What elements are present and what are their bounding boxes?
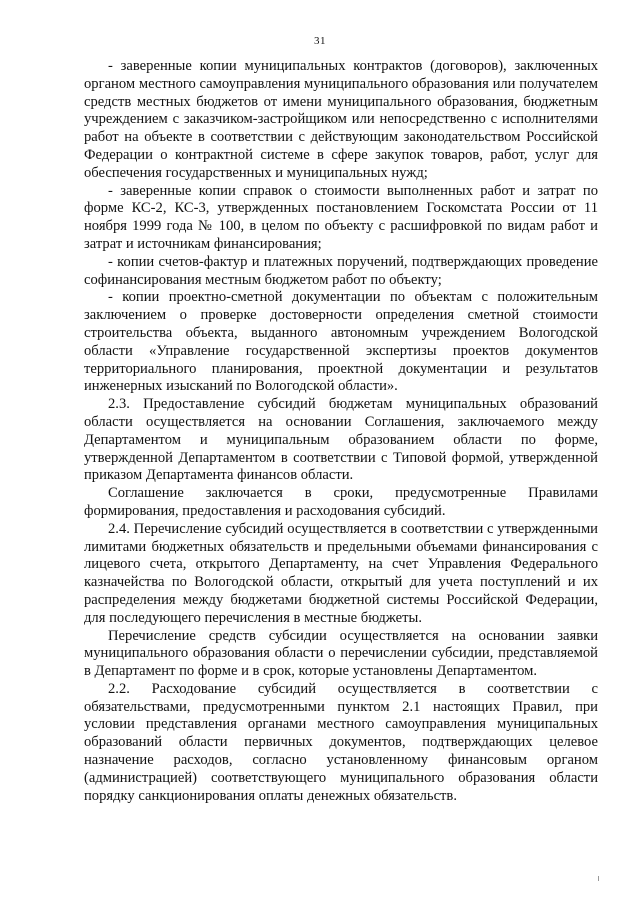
- page-number: 31: [314, 35, 326, 47]
- paragraph-agreement-terms: Соглашение заключается в сроки, предусмотренные Правилами формирования, предоставления и расходования субсидий.: [84, 485, 598, 519]
- paragraph-section-2-2: 2.2. Расходование субсидий осуществляется в соответствии с обязательствами, предусмотренными пунктом 2.1 настоящих Правил, при условии представления органами местного самоуправления муниципальных образований области первичных документов, подтверждающих целевое назначение расходов, согласно установленному финансовым органом (администрацией) соответствующего муниципального образования области порядку санкционирования оплаты денежных обязательств.: [84, 680, 598, 804]
- paragraph-section-2-3: 2.3. Предоставление субсидий бюджетам муниципальных образований области осуществляется на основании Соглашения, заключаемого между Департаментом и муниципальным образованием области по форме, утвержденной Департаментом в соответствии с Типовой формой, утвержденной приказом Департамента финансов области.: [84, 396, 598, 484]
- paragraph-contract-copies: - заверенные копии муниципальных контрактов (договоров), заключенных органом местного самоуправления муниципального образования или получателем средств местных бюджетов от имени муниципального образования, бюджетным учреждением с заказчиком-застройщиком или непосредственно с исполнителями работ на объекте в соответствии с действующим законодательством Российской Федерации о контрактной системе в сфере закупок товаров, работ, услуг для обеспечения государственных и муниципальных нужд;: [84, 58, 598, 181]
- paragraph-section-2-4: 2.4. Перечисление субсидий осуществляется в соответствии с утвержденными лимитами бюджетных обязательств и предельными объемами финансирования с лицевого счета, открытого Департаменту, на счет Управления Федерального казначейства по Вологодской области, открытый для учета поступлений и их распределения между бюджетами бюджетной системы Российской Федерации, для последующего перечисления в местные бюджеты.: [84, 520, 598, 626]
- paragraph-invoices: - копии счетов-фактур и платежных поручений, подтверждающих проведение софинансирования местным бюджетом работ по объекту;: [84, 253, 598, 288]
- paragraph-design-documentation: - копии проектно-сметной документации по объектам с положительным заключением о проверке достоверности определения сметной стоимости строительства объекта, выданного автономным учреждением Вологодской области «Управление государственной экспертизы проектов документов территориального планирования, проектной документации и результатов инженерных изысканий по Вологодской области».: [84, 289, 598, 395]
- paragraph-transfer-request: Перечисление средств субсидии осуществляется на основании заявки муниципального образования области о перечислении субсидии, представляемой в Департамент по форме и в срок, которые установлены Департаментом.: [84, 627, 598, 680]
- scan-mark: [598, 876, 599, 881]
- paragraph-cost-certificates: - заверенные копии справок о стоимости выполненных работ и затрат по форме КС-2, КС-3, утвержденных постановлением Госкомстата России от 11 ноября 1999 года № 100, в целом по объекту с расшифровкой по видам работ и затрат и источникам финансирования;: [84, 182, 598, 252]
- document-body: [84, 58, 598, 805]
